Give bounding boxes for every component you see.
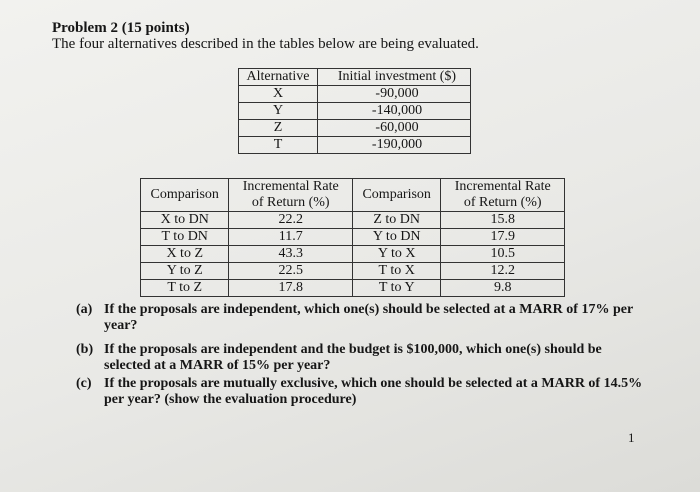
column-header: [441, 179, 565, 212]
column-header: Alternative: [239, 69, 318, 86]
table-cell: T to Z: [141, 280, 229, 297]
question-c: [76, 376, 642, 408]
table-cell: X to Z: [141, 246, 229, 263]
investment-table: [238, 68, 471, 154]
table-row: [141, 246, 565, 263]
column-header-line: Incremental Rate: [242, 179, 339, 194]
table-cell: T to Y: [352, 280, 440, 297]
table-cell: 22.2: [229, 212, 353, 229]
question-b: [76, 342, 602, 374]
table-cell: X to DN: [141, 212, 229, 229]
column-header: Initial investment ($): [318, 69, 471, 86]
table-row: [239, 120, 471, 137]
table-row: [141, 263, 565, 280]
table-header-row: [141, 179, 565, 212]
table-row: [239, 103, 471, 120]
table-cell: -60,000: [318, 120, 471, 137]
table-cell: 9.8: [441, 280, 565, 297]
question-label: (a): [76, 302, 93, 317]
question-text: If the proposals are independent and the budget is $100,000, which one(s) should be: [104, 342, 602, 357]
table-cell: X: [239, 86, 318, 103]
table-cell: 12.2: [441, 263, 565, 280]
table-header-row: [239, 69, 471, 86]
table-row: [141, 280, 565, 297]
table-cell: 43.3: [229, 246, 353, 263]
question-a: [76, 302, 633, 334]
column-header-line: of Return (%): [463, 195, 542, 210]
question-text: If the proposals are mutually exclusive, which one should be selected at a MARR of 14.5%: [104, 376, 643, 391]
table-row: [239, 137, 471, 154]
question-text-continued: per year? (show the evaluation procedure): [104, 392, 357, 407]
table-row: [239, 86, 471, 103]
table-cell: 17.8: [229, 280, 353, 297]
question-label: (b): [76, 342, 94, 357]
table-cell: Y to Z: [141, 263, 229, 280]
table-cell: 22.5: [229, 263, 353, 280]
question-text-continued: year?: [104, 318, 138, 333]
incremental-ror-table: [140, 178, 565, 297]
column-header: Comparison: [352, 179, 440, 212]
table-cell: Z to DN: [352, 212, 440, 229]
table-cell: T: [239, 137, 318, 154]
table-cell: T to X: [352, 263, 440, 280]
question-label: (c): [76, 376, 92, 391]
table-cell: Y to X: [352, 246, 440, 263]
table-cell: Z: [239, 120, 318, 137]
table-cell: Y: [239, 103, 318, 120]
table-cell: 10.5: [441, 246, 565, 263]
table-cell: Y to DN: [352, 229, 440, 246]
table-cell: T to DN: [141, 229, 229, 246]
column-header-line: of Return (%): [251, 195, 330, 210]
problem-intro: The four alternatives described in the tables below are being evaluated.: [52, 36, 479, 52]
table-cell: 17.9: [441, 229, 565, 246]
column-header: [229, 179, 353, 212]
table-row: [141, 229, 565, 246]
question-text-continued: selected at a MARR of 15% per year?: [104, 358, 331, 373]
column-header: Comparison: [141, 179, 229, 212]
problem-title: Problem 2 (15 points): [52, 20, 190, 36]
page-number: 1: [628, 430, 635, 445]
table-cell: -190,000: [318, 137, 471, 154]
table-cell: -90,000: [318, 86, 471, 103]
table-cell: 11.7: [229, 229, 353, 246]
question-text: If the proposals are independent, which one(s) should be selected at a MARR of 17% per: [104, 302, 634, 317]
table-cell: 15.8: [441, 212, 565, 229]
table-row: [141, 212, 565, 229]
column-header-line: Incremental Rate: [454, 179, 551, 194]
table-cell: -140,000: [318, 103, 471, 120]
